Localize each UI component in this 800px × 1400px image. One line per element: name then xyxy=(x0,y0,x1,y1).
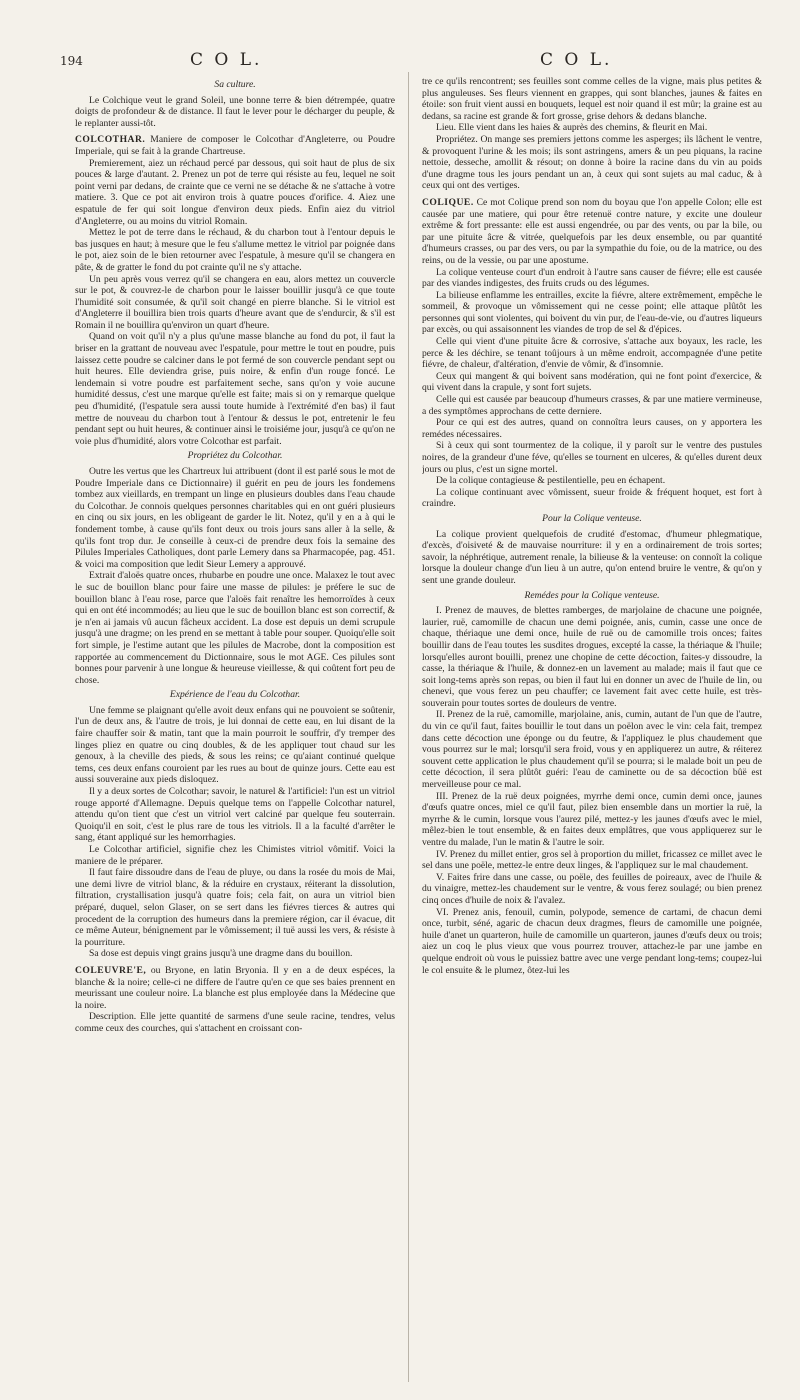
body-paragraph: I. Prenez de mauves, de blettes ramberges, de marjolaine de chacune une poignée, laurier, ruë, camomille de chacun une demi poignée, anis, cumin, casse une once de chaque, thériaque une demi once, huile de ruë ou de camomille trois onces; faites bouillir dans de l'eau toutes les susdites drogues, excepté la casse, la thériaque & l'huile; lorsqu'elles auront bouilli, prenez une chopine de cette décoction, faites-y dissoudre, la casse, la thériaque & l'huile, & donnez-en un lavement au malade; mais il faut que ce soit long-tems après son repas, ou bien il faut lui en donner un avec de l'huile de lin, ou chenevi, que vous ferez un peu chauffer; ce lavement fait avec cette huile, est très-souverain pour toutes sortes de douleurs de ventre. xyxy=(422,605,762,709)
body-paragraph: Celle qui est causée par beaucoup d'humeurs crasses, & par une matiere vermineuse, a des symptômes approchans de cette derniere. xyxy=(422,394,762,417)
entry-text: ou Bryone, en latin Bryonia. Il y en a de deux espéces, la blanche & la noire; celle-ci ne differe de l'autre qu'en ce que ses baies prennent en meurissant une couleur noire. La blanche est plus employée dans la Médecine que la noire. xyxy=(75,964,395,1011)
left-column xyxy=(75,76,395,1376)
body-paragraph: La colique provient quelquefois de crudité d'estomac, d'humeur phlegmatique, d'excès, d'oisiveté & de mauvaise nourriture: il y en a ordinairement de trois sortes; savoir, la néphrétique, autrement renale, la bilieuse & la venteuse: on connoît la colique lorsque la douleur change d'un lieu à un autre, qu'on entend bruire le ventre, & qu'on y sent une grande douleur. xyxy=(422,528,762,586)
body-paragraph: Le Colchique veut le grand Soleil, une bonne terre & bien détrempée, quatre doigts de profondeur & de distance. Il faut le lever pour le décharger du peuple, & le replanter aussi-tôt. xyxy=(75,94,395,129)
body-paragraph: Ceux qui mangent & qui boivent sans modération, qui ne font point d'exercice, & qui vivent dans la crapule, y sont fort sujets. xyxy=(422,370,762,394)
body-paragraph: VI. Prenez anis, fenouil, cumin, polypode, semence de cartami, de chacun demi once, turbit, séné, agaric de chacun deux dragmes, fleurs de camomille une poignée, huile d'anet un quarteron, huile de camomille un quarteron, jaunes d'œufs deux ou trois; aiez un coq le plus vieux que vous pourrez trouver, attachez-le par une jambe en quelque endroit où vous le puissiez battre avec une verge pendant long-tems; coupez-lui le col ensuite & le plumez, ôtez-lui les xyxy=(422,906,762,976)
body-paragraph: Le Colcothar artificiel, signifie chez les Chimistes vitriol vômitif. Voici la maniere de le préparer. xyxy=(75,844,395,867)
body-paragraph: V. Faites frire dans une casse, ou poële, des feuilles de poireaux, avec de l'huile & du vinaigre, mettez-les chaudement sur le ventre, & vous ferez soulagé; ou bien prenez cinq onces d'huile de noix & l'avalez. xyxy=(422,871,762,906)
entry-text: Maniere de composer le Colcothar d'Angleterre, ou Poudre Imperiale, qui se fait à la grande Chartreuse. xyxy=(75,134,395,157)
body-paragraph: tre ce qu'ils rencontrent; ses feuilles sont comme celles de la vigne, mais plus petites & plus anguleuses. Ses fleurs viennent en grappes, qui sont blanches, jaunes & faites en étoile: son fruit vient aussi en bouquets, lequel est noir quand il est mûr; la graine est au dedans, sa racine est grande & fort grosse, grise dehors & dedans blanche. xyxy=(422,76,762,122)
body-paragraph: La bilieuse enflamme les entrailles, excite la fiévre, altere extrêmement, empêche le sommeil, & provoque un vômissement qui ne cesse point; elle attaque plûtôt les personnes qui sont violentes, qui boivent du vin pur, de l'eau-de-vie, ou d'autres liqueurs par excès, ou qui assaisonnent les viandes de trop de sel & d'épices. xyxy=(422,289,762,336)
body-paragraph: Description. Elle jette quantité de sarmens d'une seule racine, tendres, velus comme ceux des courches, qui s'attachent en croissant con- xyxy=(75,1011,395,1034)
body-paragraph: Propriétez. On mange ses premiers jettons comme les asperges; ils lâchent le ventre, & provoquent l'urine & les mois; ils sont astringens, amers & un peu piquans, la racine nettoie, desseche, amollit & résout; on donne à boire la racine dans du vin au poids d'une dragme tous les jours pendant un an, à ceux qui sont sujets au mal caduc, & à ceux qui ont des vertiges. xyxy=(422,133,762,192)
entry-headword: COLIQUE. xyxy=(422,196,474,208)
body-paragraph: Celle qui vient d'une pituite âcre & corrosive, s'attache aux boyaux, les racle, les perce & les déchire, se tenant toûjours à un même endroit, accompagnée d'une petite fiévre, de chaleur, d'altération, d'envie de vômir, & d'insomnie. xyxy=(422,336,762,371)
body-paragraph: IV. Prenez du millet entier, gros sel à proportion du millet, fricassez ce millet avec le sel dans une poële, mettez-le entre deux linges, & l'appliquez sur le mal chaudement. xyxy=(422,848,762,872)
entry-paragraph xyxy=(75,134,395,157)
section-subheading: Propriétez du Colcothar. xyxy=(187,450,283,462)
body-paragraph: II. Prenez de la ruë, camomille, marjolaine, anis, cumin, autant de l'un que de l'autre, du vin ce qu'il faut, faites bouillir le tout dans un poëlon avec le vin: cela fait, trempez dans cette décoction une éponge ou du feutre, & l'appliquez le plus chaudement que vous pourrez sur le mal; lorsqu'il sera froid, vous y en appliquerez un autre, & réiterez souvent cette application le plus chaudement qu'il se pourra; si le malade boit un peu de cette décoction, il sera plûtôt guéri: l'eau de caminette ou de sa décoction bûë est merveilleuse pour ce mal. xyxy=(422,709,762,791)
body-paragraph: III. Prenez de la ruë deux poignées, myrrhe demi once, cumin demi once, jaunes d'œufs quatre onces, miel ce qu'il faut, pilez bien ensemble dans un mortier la ruë, la myrrhe & le cumin, lorsque vous l'aurez pilé, mettez-y les jaunes d'œufs avec le miel, mêlez-bien le tout ensemble, & en faites deux emplâtres, que vous appliquerez sur le ventre du malade, l'un le matin & l'autre le soir. xyxy=(422,790,762,848)
entry-paragraph xyxy=(422,197,762,267)
body-paragraph: La colique venteuse court d'un endroit à l'autre sans causer de fiévre; elle est causée par des viandes indigestes, des fruits cruds ou des légumes. xyxy=(422,266,762,290)
body-paragraph: Un peu après vous verrez qu'il se changera en eau, alors mettez un couvercle sur le pot, & couvrez-le de charbon pour le laisser bouillir jusqu'à ce que toute l'humidité soit consumée, & qu'il soit changé en pierre blanche. Si le vitriol est d'Angleterre il bouillira bien trois quarts d'heure avant que de s'endurcir, & s'il est Romain il ne bouillira qu'environ un quart d'heure. xyxy=(75,273,395,331)
entry-paragraph xyxy=(75,965,395,1011)
section-subheading: Remédes pour la Colique venteuse. xyxy=(524,589,660,601)
body-paragraph: Une femme se plaignant qu'elle avoit deux enfans qui ne pouvoient se soûtenir, l'un de deux ans, & l'autre de trois, je lui donnai de cette eau, en lui disant de la faire chauffer soir & matin, tant que la main pourroit le souffrir, d'y tremper des linges pliez en quatre ou cinq doubles, & de les appliquer tout chaud sur les genoux, à la cheville des pieds, & sous les reins; ce qu'aiant continué quelque tems, ces deux enfans couroient par les rues au bout de quinze jours. Cette eau est aussi souveraine aux pieds disloquez. xyxy=(75,704,395,786)
section-subheading: Pour la Colique venteuse. xyxy=(542,512,642,524)
right-column xyxy=(422,76,762,1376)
body-paragraph: La colique continuant avec vômissent, sueur froide & fréquent hoquet, est fort à craindre. xyxy=(422,486,762,510)
body-paragraph: Lieu. Elle vient dans les haies & auprès des chemins, & fleurit en Mai. xyxy=(436,122,708,134)
body-paragraph: Pour ce qui est des autres, quand on connoîtra leurs causes, on y apportera les remédes nécessaires. xyxy=(422,417,762,440)
body-paragraph: Il y a deux sortes de Colcothar; savoir, le naturel & l'artificiel: l'un est un vitriol rouge apporté d'Allemagne. Depuis quelque tems on l'appelle Colcothar naturel, attendu qu'on tient que c'est un vitriol vert calciné par quelque feu souterrain. Quoiqu'il en soit, c'est le plus rare de tous les vitriols. Il a la faculté d'arrêter le sang, étant appliqué sur les hemorrhagies. xyxy=(75,786,395,844)
body-paragraph: Premierement, aiez un réchaud percé par dessous, qui soit haut de plus de six pouces & large d'autant. 2. Prenez un pot de terre qui résiste au feu, lequel ne soit point verni par dedans, de crainte que ce verni ne se détache & ne s'attache à votre matiere. 3. Que ce pot ait environ trois à quatre pouces d'orifice. 4. Aiez une espatule de fer qui soit longue d'environ deux pieds. Enfin aiez du vitriol d'Angleterre, ou au moins du vitriol Romain. xyxy=(75,157,395,227)
body-paragraph: De la colique contagieuse & pestilentielle, peu en échapent. xyxy=(436,475,666,487)
body-paragraph: Sa dose est depuis vingt grains jusqu'à une dragme dans du bouillon. xyxy=(89,948,353,960)
body-paragraph: Si à ceux qui sont tourmentez de la colique, il y paroît sur le ventre des pustules noires, de la grandeur d'une féve, qu'elles se tournent en ulceres, & qu'elles durent deux jours ou plus, c'est un signe mortel. xyxy=(422,440,762,475)
body-paragraph: Extrait d'aloës quatre onces, rhubarbe en poudre une once. Malaxez le tout avec le suc de bouillon blanc pour faire une masse de pilules: je préfere le suc de bouillon blanc à l'eau rose, parce que l'aloës fait renaître les hemorroïdes à ceux qui en ont été incommodés; au lieu que le suc de bouillon blanc est son correctif, & je n'en ai jamais vû aucun fâcheux accident. La dose est depuis un demi scrupule jusqu'à une dragme; on les prend en se mettant à table pour souper. Quoiqu'elle soit fort simple, je l'estime autant que les pilules de Macrobe, dont la composition est rapportée au commencement du Dictionnaire, sous le mot AGE. Ces pilules sont bonnes pour parvenir à une longue & heureuse vieillesse, & qui coûtent fort peu de chose. xyxy=(75,570,395,686)
section-subheading: Sa culture. xyxy=(214,79,256,90)
left-running-title: C O L. xyxy=(190,50,263,70)
page-number: 194 xyxy=(60,54,83,68)
body-paragraph: Mettez le pot de terre dans le réchaud, & du charbon tout à l'entour depuis le bas jusques en haut; à mesure que le feu s'allume mettez le vitriol par poignée dans le pot, aiez soin de le bien retourner avec l'espatule, à mesure qu'il se changera en pâte, & de gratter le fond du pot crainte qu'il ne s'y attache. xyxy=(75,227,395,273)
body-paragraph: Quand on voit qu'il n'y a plus qu'une masse blanche au fond du pot, il faut la briser en la grattant de nouveau avec l'espatule, pour mettre le tout en poudre, puis laissez cette poudre se calciner dans le pot fermé de son couvercle pendant sept ou huit heures. Elle deviendra grise, puis noire, & enfin d'un rouge foncé. Le lendemain si votre poudre est parfaitement seche, sans qu'on y voie aucune humidité dessus, c'est une marque qu'elle est faite; mais si on y remarque quelque peu d'humidité, (l'espatule sera aussi toute humide à l'extrémité d'en bas) il faut mettre de nouveau du charbon tout à l'entour & dessus le pot, entretenir le feu pendant sept ou huit heures, & continuer ainsi le troisiéme jour, jusqu'à ce qu'on ne voie plus d'humidité, alors votre Colcothar est parfait. xyxy=(75,331,395,447)
section-subheading: Expérience de l'eau du Colcothar. xyxy=(169,689,301,701)
body-paragraph: Il faut faire dissoudre dans de l'eau de pluye, ou dans la rosée du mois de Mai, une demi livre de vitriol blanc, & la réduire en crystaux, réiterant la dissolution, filtration, crystallisation jusqu'à quatre fois; cela fait, on aura un vitriol bien préparé, duquel, selon Glaser, on se sert dans les fiévres tierces & autres qui procedent de la corruption des humeurs dans la premiere région, car il évacue, dit ce même Auteur, bénignement par le vômissement; il tuë aussi les vers, & résiste à la pourriture. xyxy=(75,867,395,948)
right-running-title: C O L. xyxy=(540,50,613,70)
page-header xyxy=(60,50,750,72)
body-paragraph: Outre les vertus que les Chartreux lui attribuent (dont il est parlé sous le mot de Poudre Imperiale dans ce Dictionnaire) il guérit en peu de jours les fondemens tombez aux vieillards, en trempant un linge en plusieurs doubles dans l'eau chaude du Colcothar. Je connois quelques personnes charitables qui en ont guéri plusieurs en cinq ou six jours, en les obligeant de garder le lit. Notez, qu'il y en a à qui le fondement tombe, à cause qu'ils font deux ou trois jours sans aller à la selle, & qu'ils font trop dur. Je conseille à ceux-ci de prendre deux fois la semaine des Pilules Imperiales Catholiques, dont parle Lemery dans sa Pharmacopée, pag. 451. & voici ma composition que ledit Sieur Lemery a approuvé. xyxy=(75,466,395,570)
column-divider xyxy=(408,72,409,1382)
entry-headword: COLEUVRE'E, xyxy=(75,964,147,976)
entry-text: Ce mot Colique prend son nom du boyau que l'on appelle Colon; elle est causée par une matiere, qui pour être retenuë contre nature, y excite une douleur extrême & fort pressante: elle est aussi engendrée, ou par des vents, ou par la bile, ou par une pituite âcre & vitrée, quelquefois par les deux ensemble, ou par quantité d'humeurs crasses, ou par des vers, ou par la sympathie du foie, ou de la matrice, ou des reins, ou de la vessie, ou par une apostume. xyxy=(422,196,762,266)
entry-headword: COLCOTHAR. xyxy=(75,134,146,146)
